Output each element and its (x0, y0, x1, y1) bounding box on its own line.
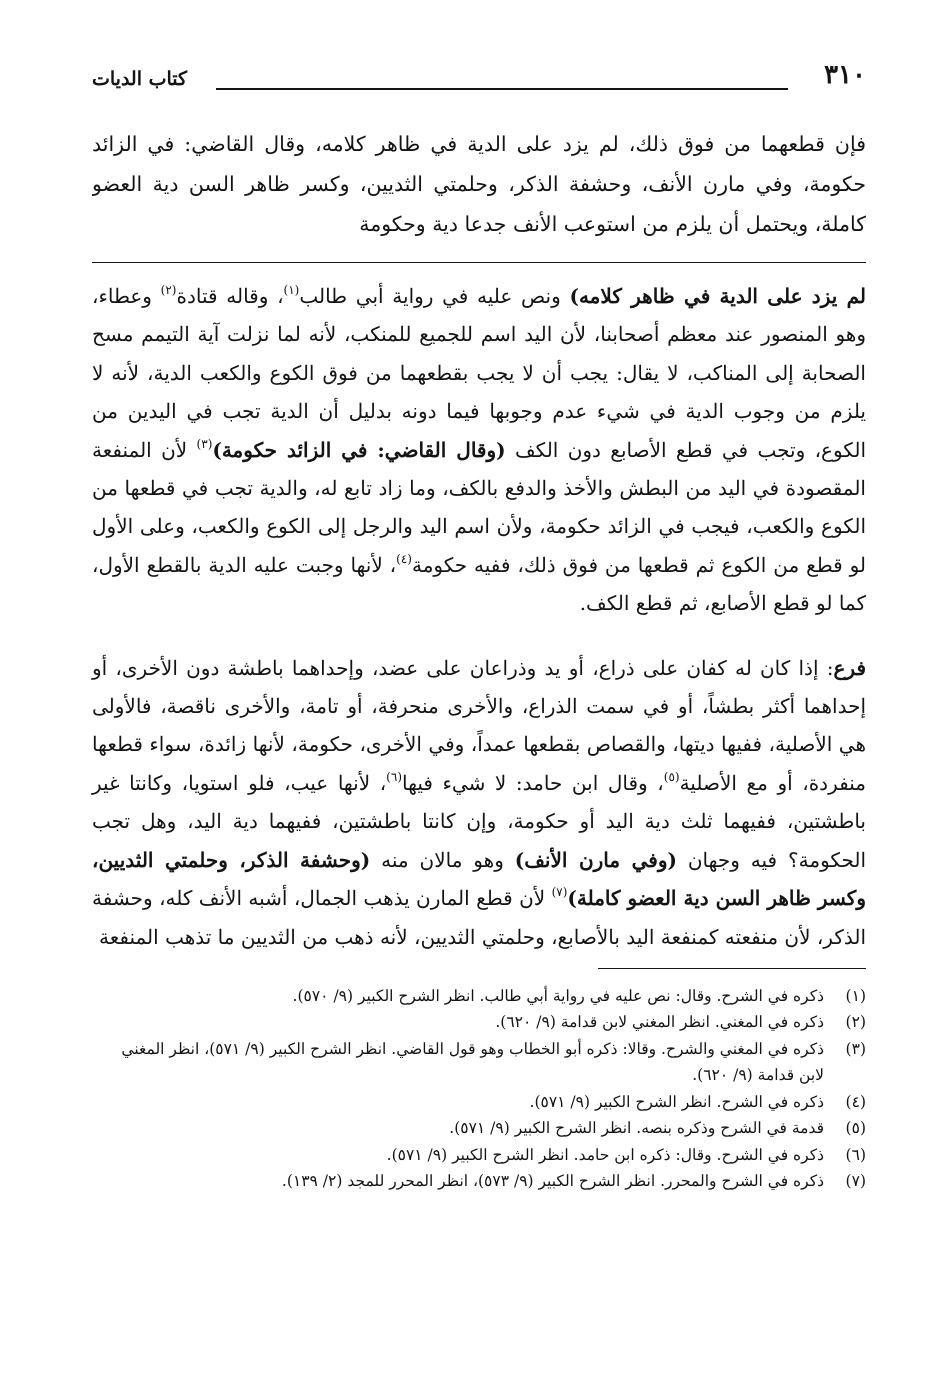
footnote-ref-7[interactable]: (٧) (551, 885, 568, 900)
header-rule (216, 88, 788, 90)
quoted-text: (وقال القاضي: في الزائد حكومة) (212, 437, 506, 462)
footnote (92, 1089, 866, 1116)
footnote-ref-2[interactable]: (٢) (160, 283, 177, 297)
commentary-text: : إذا كان له كفان على ذراع، أو يد وذراعان على عضد، وإحداهما باطشة دون الأخرى، أو إحداهما أكثر بطشاً، أو في سمت الذراع، والأخرى منحرفة، أو تامة، والأخرى ناقصة، فالأولى هي الأصلية، ففيها ديتها، والقصاص بقطعها عمداً، وفي الأخرى، حكومة، لأنها زائدة، سواء قطعها منفردة، أو مع الأصلية (92, 655, 866, 795)
quoted-text: (وحشفة الذكر، وحلمتي الثديين، وكسر ظاهر السن دية العضو كاملة) (92, 847, 866, 911)
footnote-number: (١) (845, 986, 866, 1005)
footnote-ref-3[interactable]: (٣) (196, 436, 213, 451)
footnote-ref-4[interactable]: (٤) (396, 551, 412, 566)
footnote-number: (٥) (845, 1119, 866, 1138)
footnote (92, 983, 866, 1010)
footnote-text: ذكره في المغني. انظر المغني لابن قدامة (٩/ ٦٢٠). (495, 1013, 824, 1032)
footnote (92, 1036, 866, 1089)
commentary-paragraph-1 (92, 277, 866, 623)
footnote (92, 1142, 866, 1169)
branch-label: فرع (833, 655, 866, 680)
footnote-ref-6[interactable]: (٦) (386, 769, 402, 784)
commentary-text: لأن المنفعة المقصودة في اليد من البطش والأخذ والدفع بالكف، وما زاد تابع له، والدية تجب في قطعها من الكوع والكعب، فيجب في الزائد حكومة، ولأن اسم اليد والرجل إلى الكوع والكعب، وعلى الأول لو قطع من الكوع ثم قطعها من فوق ذلك، ففيه حكومة (92, 437, 867, 577)
commentary-text: ، وقاله قتادة (176, 284, 284, 308)
commentary-text: ، وقال ابن حامد: لا شيء فيها (402, 770, 664, 795)
quoted-text: (وفي مارن الأنف) (514, 847, 677, 872)
quoted-text: لم يزد على الدية في ظاهر كلامه) (569, 284, 867, 308)
footnote-number: (٢) (845, 1013, 866, 1032)
footnote-text: ذكره في الشرح والمحرر. انظر الشرح الكبير (٩/ ٥٧٣)، انظر المحرر للمجد (٢/ ١٣٩). (281, 1172, 824, 1191)
footnotes (92, 983, 866, 1195)
commentary-text: ونص عليه في رواية أبي طالب (299, 284, 570, 308)
footnote-text: ذكره في الشرح. وقال: نص عليه في رواية أبي طالب. انظر الشرح الكبير (٩/ ٥٧٠). (292, 986, 824, 1005)
commentary-text: لأن قطع المارن يذهب الجمال، أشبه الأنف كله، وحشفة الذكر، لأن منفعته كمنفعة اليد بالأصابع، وحلمتي الثديين، لأنه ذهب من الثديين ما تذهب المنفعة (92, 886, 866, 949)
main-text-divider (92, 262, 866, 263)
footnote-number: (٧) (845, 1172, 866, 1191)
chapter-title: كتاب الديات (92, 68, 188, 90)
main-text: فإن قطعهما من فوق ذلك، لم يزد على الدية في ظاهر كلامه، وقال القاضي: في الزائد حكومة، وفي مارن الأنف، وحشفة الذكر، وحلمتي الثديين، وكسر ظاهر السن دية العضو كاملة، ويحتمل أن يلزم من استوعب الأنف جدعا دية وحكومة (92, 132, 866, 236)
paragraph-gap (92, 623, 866, 649)
footnote-number: (٦) (845, 1145, 866, 1164)
commentary-text: ، لأنها وجبت عليه الدية بالقطع الأول، كما لو قطع الأصابع، ثم قطع الكف. (92, 552, 866, 616)
footnote (92, 1168, 866, 1195)
commentary-text: وعطاء، وهو المنصور عند معظم أصحابنا، لأن اليد اسم للجميع للمنكب، لأنه لما نزلت آية التيمم مسح الصحابة إلى المناكب، لا يقال: يجب أن لا يجب بقطعهما من فوق الكوع والكعب الدية، لأنه لا يلزم من وجوب الدية في شيء عدم وجوبها فيما دونه بدليل أن الدية تجب في اليدين من الكوع، وتجب في قطع الأصابع دون الكف (92, 284, 867, 462)
book-page (92, 58, 866, 1195)
footnote-ref-1[interactable]: (١) (283, 283, 300, 297)
footnote-ref-5[interactable]: (٥) (663, 769, 680, 784)
page-number: ٣١٠ (824, 60, 866, 90)
commentary-paragraph-2 (92, 649, 866, 956)
commentary (92, 277, 866, 956)
footnote (92, 1009, 866, 1036)
footnote-number: (٤) (845, 1092, 866, 1111)
commentary-text: ، لأنها عيب، فلو استويا، وكانتا غير باطشتين، ففيهما ثلث دية اليد أو حكومة، وإن كانتا باطشتين، ففيهما دية اليد، وهل تجب الحكومة؟ فيه وجهان (92, 770, 867, 872)
footnote-text: قدمة في الشرح وذكره بنصه. انظر الشرح الكبير (٩/ ٥٧١). (449, 1119, 824, 1138)
footnote-divider (598, 968, 866, 969)
commentary-text: وهو مالان منه (370, 847, 515, 872)
footnote-text: ذكره في الشرح. انظر الشرح الكبير (٩/ ٥٧١). (529, 1092, 824, 1111)
page-header (92, 58, 866, 94)
footnote (92, 1115, 866, 1142)
footnote-text: ذكره في المغني والشرح. وقالا: ذكره أبو الخطاب وهو قول القاضي. انظر الشرح الكبير (٩/ ٥٧١)، انظر المغني لابن قدامة (٩/ ٦٢٠). (121, 1039, 824, 1085)
footnote-number: (٣) (845, 1039, 866, 1058)
footnote-text: ذكره في الشرح. وقال: ذكره ابن حامد. انظر الشرح الكبير (٩/ ٥٧١). (386, 1145, 824, 1164)
